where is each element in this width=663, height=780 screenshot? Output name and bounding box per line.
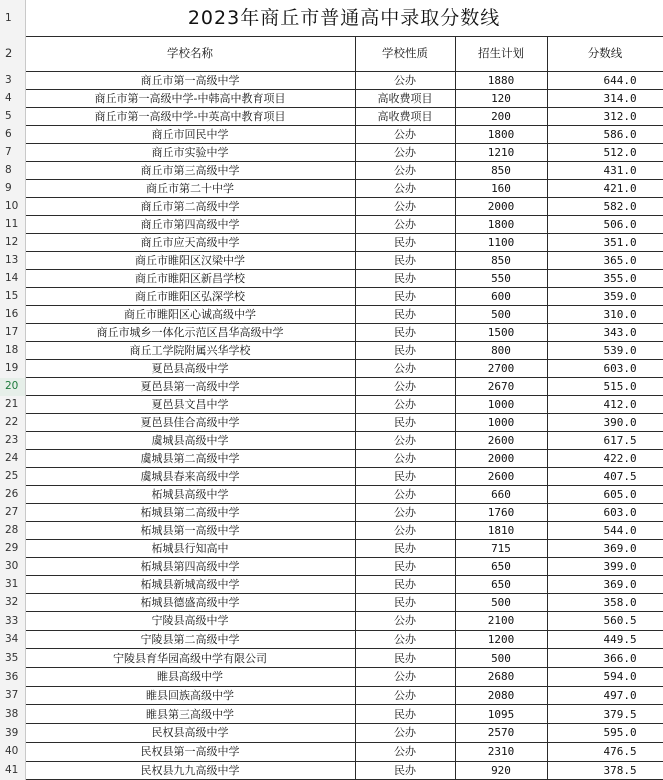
title-row <box>0 0 663 37</box>
table-row <box>0 742 663 761</box>
school-name-cell[interactable]: 睢县高级中学 <box>25 668 355 687</box>
school-type-cell[interactable]: 高收费项目 <box>355 108 455 126</box>
row-number[interactable]: 23 <box>0 432 25 450</box>
school-type-cell[interactable]: 民办 <box>355 342 455 360</box>
school-name-cell[interactable]: 商丘市睢阳区汉梁中学 <box>25 252 355 270</box>
cutoff-score-cell[interactable]: 515.0 <box>547 378 663 396</box>
row-number[interactable]: 2 <box>0 37 25 72</box>
table-row <box>0 270 663 288</box>
cutoff-score-cell[interactable]: 365.0 <box>547 252 663 270</box>
cutoff-score-cell[interactable]: 412.0 <box>547 396 663 414</box>
school-type-cell[interactable]: 民办 <box>355 540 455 558</box>
cutoff-score-cell[interactable]: 497.0 <box>547 686 663 705</box>
row-number[interactable]: 32 <box>0 594 25 612</box>
enrollment-plan-cell[interactable]: 1095 <box>455 705 547 724</box>
row-number[interactable]: 20 <box>0 378 25 396</box>
cutoff-score-cell[interactable]: 582.0 <box>547 198 663 216</box>
school-type-cell[interactable]: 公办 <box>355 522 455 540</box>
cutoff-score-cell[interactable]: 644.0 <box>547 72 663 90</box>
row-number[interactable]: 40 <box>0 742 25 761</box>
row-number[interactable]: 38 <box>0 705 25 724</box>
row-number[interactable]: 12 <box>0 234 25 252</box>
table-row <box>0 162 663 180</box>
cutoff-score-cell[interactable]: 506.0 <box>547 216 663 234</box>
table-row <box>0 180 663 198</box>
school-name-cell[interactable]: 柘城县德盛高级中学 <box>25 594 355 612</box>
header-row <box>0 37 663 72</box>
enrollment-plan-cell[interactable]: 120 <box>455 90 547 108</box>
row-number[interactable]: 37 <box>0 686 25 705</box>
school-name-cell[interactable]: 民权县九九高级中学 <box>25 761 355 780</box>
school-name-cell[interactable]: 商丘市第一高级中学 <box>25 72 355 90</box>
row-number[interactable]: 22 <box>0 414 25 432</box>
enrollment-plan-cell[interactable]: 2100 <box>455 612 547 631</box>
enrollment-plan-cell[interactable]: 600 <box>455 288 547 306</box>
header-cutoff-score[interactable]: 分数线 <box>547 37 663 72</box>
school-name-cell[interactable]: 商丘市城乡一体化示范区昌华高级中学 <box>25 324 355 342</box>
row-number[interactable]: 10 <box>0 198 25 216</box>
enrollment-plan-cell[interactable]: 660 <box>455 486 547 504</box>
table-row <box>0 468 663 486</box>
school-name-cell[interactable]: 夏邑县高级中学 <box>25 360 355 378</box>
school-type-cell[interactable]: 公办 <box>355 126 455 144</box>
school-type-cell[interactable]: 民办 <box>355 576 455 594</box>
table-row <box>0 594 663 612</box>
school-name-cell[interactable]: 商丘市第二十中学 <box>25 180 355 198</box>
cutoff-score-cell[interactable]: 369.0 <box>547 540 663 558</box>
school-type-cell[interactable]: 民办 <box>355 324 455 342</box>
enrollment-plan-cell[interactable]: 1210 <box>455 144 547 162</box>
school-name-cell[interactable]: 商丘市第二高级中学 <box>25 198 355 216</box>
school-type-cell[interactable]: 公办 <box>355 724 455 743</box>
cutoff-score-cell[interactable]: 560.5 <box>547 612 663 631</box>
cutoff-score-cell[interactable]: 422.0 <box>547 450 663 468</box>
table-row <box>0 612 663 631</box>
school-name-cell[interactable]: 柘城县新城高级中学 <box>25 576 355 594</box>
table-row <box>0 432 663 450</box>
table-row <box>0 234 663 252</box>
row-number[interactable]: 3 <box>0 72 25 90</box>
school-name-cell[interactable]: 商丘市第四高级中学 <box>25 216 355 234</box>
school-name-cell[interactable]: 睢县第三高级中学 <box>25 705 355 724</box>
enrollment-plan-cell[interactable]: 500 <box>455 649 547 668</box>
school-type-cell[interactable]: 民办 <box>355 306 455 324</box>
school-type-cell[interactable]: 民办 <box>355 558 455 576</box>
enrollment-plan-cell[interactable]: 1100 <box>455 234 547 252</box>
row-number[interactable]: 5 <box>0 108 25 126</box>
cutoff-score-cell[interactable]: 594.0 <box>547 668 663 687</box>
school-name-cell[interactable]: 商丘市第一高级中学-中英高中教育项目 <box>25 108 355 126</box>
cutoff-score-cell[interactable]: 586.0 <box>547 126 663 144</box>
school-type-cell[interactable]: 民办 <box>355 705 455 724</box>
school-type-cell[interactable]: 公办 <box>355 612 455 631</box>
row-number[interactable]: 14 <box>0 270 25 288</box>
enrollment-plan-cell[interactable]: 1800 <box>455 216 547 234</box>
cutoff-score-cell[interactable]: 512.0 <box>547 144 663 162</box>
cutoff-score-cell[interactable]: 421.0 <box>547 180 663 198</box>
enrollment-plan-cell[interactable]: 2080 <box>455 686 547 705</box>
table-row <box>0 540 663 558</box>
table-row <box>0 252 663 270</box>
school-name-cell[interactable]: 商丘市睢阳区心诚高级中学 <box>25 306 355 324</box>
cutoff-score-cell[interactable]: 431.0 <box>547 162 663 180</box>
row-number[interactable]: 15 <box>0 288 25 306</box>
header-school-type[interactable]: 学校性质 <box>355 37 455 72</box>
table-row <box>0 378 663 396</box>
school-name-cell[interactable]: 商丘市睢阳区新昌学校 <box>25 270 355 288</box>
row-number[interactable]: 33 <box>0 612 25 631</box>
table-row <box>0 649 663 668</box>
table-row <box>0 414 663 432</box>
school-type-cell[interactable]: 公办 <box>355 162 455 180</box>
cutoff-score-cell[interactable]: 310.0 <box>547 306 663 324</box>
enrollment-plan-cell[interactable]: 1800 <box>455 126 547 144</box>
school-type-cell[interactable]: 民办 <box>355 761 455 780</box>
school-name-cell[interactable]: 商丘市第三高级中学 <box>25 162 355 180</box>
row-number[interactable]: 28 <box>0 522 25 540</box>
enrollment-plan-cell[interactable]: 2600 <box>455 432 547 450</box>
table-row <box>0 216 663 234</box>
table-row <box>0 144 663 162</box>
enrollment-plan-cell[interactable]: 200 <box>455 108 547 126</box>
enrollment-plan-cell[interactable]: 850 <box>455 162 547 180</box>
table-row <box>0 324 663 342</box>
school-type-cell[interactable]: 公办 <box>355 486 455 504</box>
cutoff-score-cell[interactable]: 369.0 <box>547 576 663 594</box>
row-number[interactable]: 26 <box>0 486 25 504</box>
school-type-cell[interactable]: 公办 <box>355 668 455 687</box>
school-name-cell[interactable]: 商丘市回民中学 <box>25 126 355 144</box>
cutoff-score-cell[interactable]: 351.0 <box>547 234 663 252</box>
school-type-cell[interactable]: 民办 <box>355 270 455 288</box>
cutoff-score-cell[interactable]: 605.0 <box>547 486 663 504</box>
sheet-title[interactable]: 2023年商丘市普通高中录取分数线 <box>25 0 663 37</box>
row-number[interactable]: 31 <box>0 576 25 594</box>
school-name-cell[interactable]: 睢县回族高级中学 <box>25 686 355 705</box>
row-number[interactable]: 41 <box>0 761 25 780</box>
enrollment-plan-cell[interactable]: 1880 <box>455 72 547 90</box>
school-name-cell[interactable]: 虞城县第二高级中学 <box>25 450 355 468</box>
school-name-cell[interactable]: 柘城县第二高级中学 <box>25 504 355 522</box>
school-name-cell[interactable]: 民权县高级中学 <box>25 724 355 743</box>
enrollment-plan-cell[interactable]: 2570 <box>455 724 547 743</box>
cutoff-score-cell[interactable]: 355.0 <box>547 270 663 288</box>
row-number[interactable]: 13 <box>0 252 25 270</box>
row-number[interactable]: 8 <box>0 162 25 180</box>
row-number[interactable]: 4 <box>0 90 25 108</box>
cutoff-score-cell[interactable]: 399.0 <box>547 558 663 576</box>
enrollment-plan-cell[interactable]: 2000 <box>455 450 547 468</box>
row-number[interactable]: 36 <box>0 668 25 687</box>
cutoff-score-cell[interactable]: 378.5 <box>547 761 663 780</box>
enrollment-plan-cell[interactable]: 2000 <box>455 198 547 216</box>
school-name-cell[interactable]: 宁陵县育华园高级中学有限公司 <box>25 649 355 668</box>
row-number[interactable]: 34 <box>0 630 25 649</box>
table-row <box>0 504 663 522</box>
enrollment-plan-cell[interactable]: 500 <box>455 306 547 324</box>
school-type-cell[interactable]: 民办 <box>355 288 455 306</box>
school-name-cell[interactable]: 夏邑县第一高级中学 <box>25 378 355 396</box>
row-number[interactable]: 18 <box>0 342 25 360</box>
enrollment-plan-cell[interactable]: 1200 <box>455 630 547 649</box>
cutoff-score-cell[interactable]: 407.5 <box>547 468 663 486</box>
school-name-cell[interactable]: 商丘市实验中学 <box>25 144 355 162</box>
enrollment-plan-cell[interactable]: 1000 <box>455 396 547 414</box>
table-row <box>0 306 663 324</box>
table-row <box>0 558 663 576</box>
cutoff-score-cell[interactable]: 390.0 <box>547 414 663 432</box>
cutoff-score-cell[interactable]: 366.0 <box>547 649 663 668</box>
enrollment-plan-cell[interactable]: 715 <box>455 540 547 558</box>
cutoff-score-cell[interactable]: 544.0 <box>547 522 663 540</box>
table-row <box>0 522 663 540</box>
school-name-cell[interactable]: 民权县第一高级中学 <box>25 742 355 761</box>
table-row <box>0 630 663 649</box>
enrollment-plan-cell[interactable]: 1760 <box>455 504 547 522</box>
cutoff-score-cell[interactable]: 379.5 <box>547 705 663 724</box>
school-type-cell[interactable]: 公办 <box>355 396 455 414</box>
table-row <box>0 288 663 306</box>
school-type-cell[interactable]: 民办 <box>355 234 455 252</box>
table-row <box>0 396 663 414</box>
cutoff-score-cell[interactable]: 595.0 <box>547 724 663 743</box>
row-number[interactable]: 19 <box>0 360 25 378</box>
school-type-cell[interactable]: 公办 <box>355 72 455 90</box>
row-number[interactable]: 21 <box>0 396 25 414</box>
school-type-cell[interactable]: 公办 <box>355 144 455 162</box>
school-type-cell[interactable]: 公办 <box>355 742 455 761</box>
enrollment-plan-cell[interactable]: 500 <box>455 594 547 612</box>
row-number[interactable]: 29 <box>0 540 25 558</box>
row-number[interactable]: 25 <box>0 468 25 486</box>
table-row <box>0 198 663 216</box>
table-row <box>0 668 663 687</box>
table-row <box>0 486 663 504</box>
cutoff-score-cell[interactable]: 449.5 <box>547 630 663 649</box>
cutoff-score-cell[interactable]: 312.0 <box>547 108 663 126</box>
row-number[interactable]: 27 <box>0 504 25 522</box>
cutoff-score-cell[interactable]: 476.5 <box>547 742 663 761</box>
cutoff-score-cell[interactable]: 359.0 <box>547 288 663 306</box>
row-number[interactable]: 30 <box>0 558 25 576</box>
table-row <box>0 360 663 378</box>
table-row <box>0 705 663 724</box>
school-type-cell[interactable]: 民办 <box>355 594 455 612</box>
school-name-cell[interactable]: 商丘市睢阳区弘深学校 <box>25 288 355 306</box>
school-type-cell[interactable]: 公办 <box>355 216 455 234</box>
school-name-cell[interactable]: 宁陵县第二高级中学 <box>25 630 355 649</box>
cutoff-score-cell[interactable]: 343.0 <box>547 324 663 342</box>
school-name-cell[interactable]: 柘城县行知高中 <box>25 540 355 558</box>
header-enrollment-plan[interactable]: 招生计划 <box>455 37 547 72</box>
row-number[interactable]: 6 <box>0 126 25 144</box>
row-number[interactable]: 7 <box>0 144 25 162</box>
enrollment-plan-cell[interactable]: 650 <box>455 576 547 594</box>
school-type-cell[interactable]: 公办 <box>355 198 455 216</box>
school-type-cell[interactable]: 公办 <box>355 450 455 468</box>
row-number[interactable]: 35 <box>0 649 25 668</box>
school-name-cell[interactable]: 柘城县第一高级中学 <box>25 522 355 540</box>
enrollment-plan-cell[interactable]: 2700 <box>455 360 547 378</box>
school-type-cell[interactable]: 民办 <box>355 414 455 432</box>
enrollment-plan-cell[interactable]: 650 <box>455 558 547 576</box>
table-row <box>0 450 663 468</box>
cutoff-score-cell[interactable]: 603.0 <box>547 360 663 378</box>
row-number[interactable]: 17 <box>0 324 25 342</box>
table-row <box>0 342 663 360</box>
school-name-cell[interactable]: 商丘市应天高级中学 <box>25 234 355 252</box>
school-type-cell[interactable]: 公办 <box>355 360 455 378</box>
school-name-cell[interactable]: 柘城县第四高级中学 <box>25 558 355 576</box>
cutoff-score-cell[interactable]: 314.0 <box>547 90 663 108</box>
table-row <box>0 90 663 108</box>
school-name-cell[interactable]: 夏邑县佳合高级中学 <box>25 414 355 432</box>
enrollment-plan-cell[interactable]: 160 <box>455 180 547 198</box>
table-row <box>0 72 663 90</box>
enrollment-plan-cell[interactable]: 800 <box>455 342 547 360</box>
enrollment-plan-cell[interactable]: 1810 <box>455 522 547 540</box>
table-row <box>0 576 663 594</box>
table-row <box>0 724 663 743</box>
school-type-cell[interactable]: 民办 <box>355 649 455 668</box>
enrollment-plan-cell[interactable]: 850 <box>455 252 547 270</box>
school-name-cell[interactable]: 商丘工学院附属兴华学校 <box>25 342 355 360</box>
school-name-cell[interactable]: 虞城县春来高级中学 <box>25 468 355 486</box>
enrollment-plan-cell[interactable]: 1500 <box>455 324 547 342</box>
school-type-cell[interactable]: 公办 <box>355 686 455 705</box>
enrollment-plan-cell[interactable]: 2670 <box>455 378 547 396</box>
enrollment-plan-cell[interactable]: 550 <box>455 270 547 288</box>
table-row <box>0 686 663 705</box>
cutoff-score-cell[interactable]: 617.5 <box>547 432 663 450</box>
cutoff-score-cell[interactable]: 603.0 <box>547 504 663 522</box>
school-name-cell[interactable]: 柘城县高级中学 <box>25 486 355 504</box>
school-type-cell[interactable]: 公办 <box>355 504 455 522</box>
school-type-cell[interactable]: 公办 <box>355 630 455 649</box>
row-number[interactable]: 1 <box>0 0 25 37</box>
row-number[interactable]: 11 <box>0 216 25 234</box>
enrollment-plan-cell[interactable]: 2310 <box>455 742 547 761</box>
header-school-name[interactable]: 学校名称 <box>25 37 355 72</box>
school-name-cell[interactable]: 虞城县高级中学 <box>25 432 355 450</box>
school-name-cell[interactable]: 商丘市第一高级中学-中韩高中教育项目 <box>25 90 355 108</box>
table-row <box>0 761 663 780</box>
enrollment-plan-cell[interactable]: 2600 <box>455 468 547 486</box>
row-number[interactable]: 24 <box>0 450 25 468</box>
school-type-cell[interactable]: 高收费项目 <box>355 90 455 108</box>
table-row <box>0 126 663 144</box>
row-number[interactable]: 9 <box>0 180 25 198</box>
table-row <box>0 108 663 126</box>
school-name-cell[interactable]: 夏邑县文昌中学 <box>25 396 355 414</box>
school-type-cell[interactable]: 民办 <box>355 468 455 486</box>
cutoff-score-cell[interactable]: 539.0 <box>547 342 663 360</box>
enrollment-plan-cell[interactable]: 920 <box>455 761 547 780</box>
row-number[interactable]: 39 <box>0 724 25 743</box>
school-type-cell[interactable]: 公办 <box>355 378 455 396</box>
school-type-cell[interactable]: 公办 <box>355 180 455 198</box>
enrollment-plan-cell[interactable]: 1000 <box>455 414 547 432</box>
school-name-cell[interactable]: 宁陵县高级中学 <box>25 612 355 631</box>
school-type-cell[interactable]: 民办 <box>355 252 455 270</box>
enrollment-plan-cell[interactable]: 2680 <box>455 668 547 687</box>
row-number[interactable]: 16 <box>0 306 25 324</box>
school-type-cell[interactable]: 公办 <box>355 432 455 450</box>
cutoff-score-cell[interactable]: 358.0 <box>547 594 663 612</box>
